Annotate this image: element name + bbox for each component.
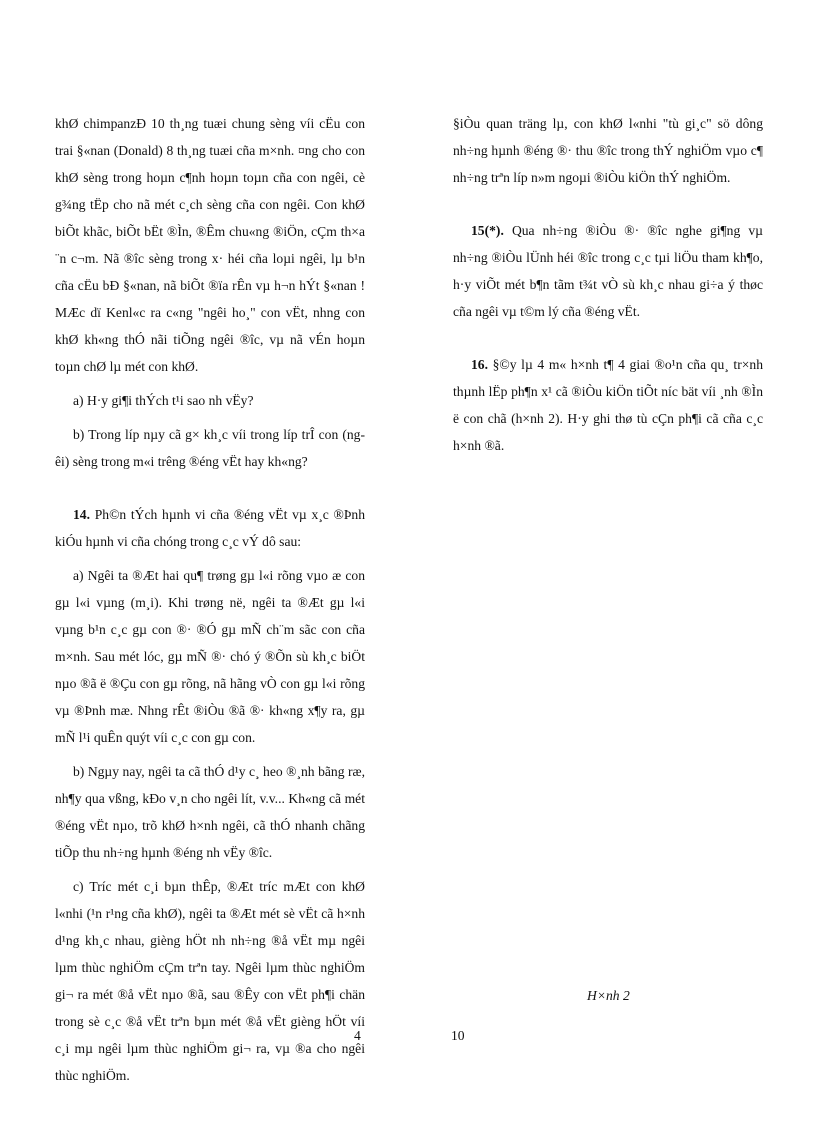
- exercise-16-text: §©y lµ 4 m« h×nh t¶ 4 giai ®o¹n cña qu¸ tr×nh thµnh lËp ph¶n x¹ cã ®iÒu kiÖn tiÕt níc bät víi ¸nh ®Ìn ë con chã (h×nh 2). H·y ghi thø tù cÇn ph¶i cã cña c¸c h×nh ®ã.: [453, 357, 763, 453]
- exercise-14-a: a) Ngêi ta ®Æt hai qu¶ trøng gµ l«i rõng vµo æ con gµ l«i vµng (m¸i). Khi trøng në, ngêi ta ®Æt gµ l«i vµng b¹n c¸c gµ con ®· ®Ó gµ mÑ ch¨m sãc con cña m×nh. Sau mét lóc, gµ mÑ ®· chó ý ®Õn sù kh¸c biÖt nµo ®ã ë ®Çu con gµ rõng, nã hãng vÒ con gµ l«i rõng vµ ®Þnh mæ. Nhng rÊt ®iÒu ®ã ®· kh«ng x¶y ra, gµ mÑ l¹i quÊn quýt víi c¸c con gµ con.: [55, 568, 365, 745]
- paragraph-intro: khØ chimpanzÐ 10 th¸ng tuæi chung sèng víi cËu con trai §«nan (Donald) 8 th¸ng tuæi cña m×nh. ¤ng cho con khØ sèng trong hoµn c¶nh hoµn toµn cña con ngêi, cè g¾ng tËp cho nã mét c¸ch sèng cña con ngêi. Con khØ biÕt khãc, biÕt bËt ®Ìn, ®Êm chu«ng ®iÖn, cÇm th×a ¨n c¬m. Nã ®îc sèng trong x· héi cña loµi ngêi, lµ b¹n cña cËu bÐ §«nan, nã biÕt ®ïa rÊn vµ h¬n hÝt §«nan ! MÆc dï Kenl«c ra c«ng "ngêi ho¸" con vËt, nhng con khØ kh«ng thÓ nãi tiÕng ngêi ®îc, vµ nã vÉn hoµn toµn chØ lµ mét con khØ.: [55, 116, 365, 374]
- exercise-16: [453, 351, 763, 459]
- exercise-15-text: Qua nh÷ng ®iÒu ®· ®îc nghe gi¶ng vµ nh÷ng ®iÒu lÜnh héi ®îc trong c¸c tµi liÖu tham kh¶o, h·y viÕt mét b¶n tãm t¾t vÒ sù kh¸c nhau gi÷a ý thøc cña ngêi vµ t©m lý cña ®éng vËt.: [453, 223, 763, 319]
- paragraph-continued: §iÒu quan träng lµ, con khØ l«nhi "tù gi¸c" sö dông nh÷ng hµnh ®éng ®· thu ®îc trong thÝ nghiÖm vµo c¶ nh÷ng trªn líp n»m ngoµi ®iÒu kiÖn thÝ nghiÖm.: [453, 116, 763, 185]
- exercise-15: [453, 217, 763, 325]
- exercise-14-text: Ph©n tÝch hµnh vi cña ®éng vËt vµ x¸c ®Þnh kiÓu hµnh vi cña chóng trong c¸c vÝ dô sau:: [55, 507, 365, 549]
- figure-caption: H×nh 2: [587, 988, 630, 1003]
- exercise-15-number: 15(*).: [471, 223, 504, 238]
- exercise-16-number: 16.: [471, 357, 488, 372]
- page-number-left: 4: [354, 1028, 361, 1043]
- right-column: [453, 110, 763, 459]
- page-number-right: 10: [451, 1028, 465, 1043]
- exercise-14: [55, 501, 365, 555]
- exercise-14-number: 14.: [73, 507, 90, 522]
- question-a: a) H·y gi¶i thÝch t¹i sao nh vËy?: [73, 393, 254, 408]
- exercise-14-b: b) Ngµy nay, ngêi ta cã thÓ d¹y c¸ heo ®¸nh bãng ræ, nh¶y qua vßng, kÐo v¸n cho ngêi lít, v.v... Kh«ng cã mét ®éng vËt nµo, trõ khØ h×nh ngêi, cã thÓ nhanh chãng tiÕp thu nh÷ng hµnh ®éng nh vËy ®îc.: [55, 764, 365, 860]
- exercise-14-c: c) Tríc mét c¸i bµn thÊp, ®Æt tríc mÆt con khØ l«nhi (¹n r¹ng cña khØ), ngêi ta ®Æt mét sè vËt cã h×nh d¹ng kh¸c nhau, gièng hÖt nh nh÷ng ®å vËt mµ ngêi lµm thùc nghiÖm cÇm trªn tay. Ngêi lµm thùc nghiÖm gi¬ ra mét ®å vËt nµo ®ã, sau ®Êy con vËt ph¶i chän trong sè c¸c ®å vËt trªn bµn mét ®å vËt gièng hÖt víi c¸i mµ ngêi lµm thùc nghiÖm gi¬ ra, vµ ®a cho ngêi thùc nghiÖm.: [55, 879, 365, 1083]
- question-b: b) Trong líp nµy cã g× kh¸c víi trong líp trÎ con (ngêi) sèng trong m«i trêng ®éng vËt hay kh«ng?: [55, 427, 365, 469]
- left-column: [55, 110, 365, 1089]
